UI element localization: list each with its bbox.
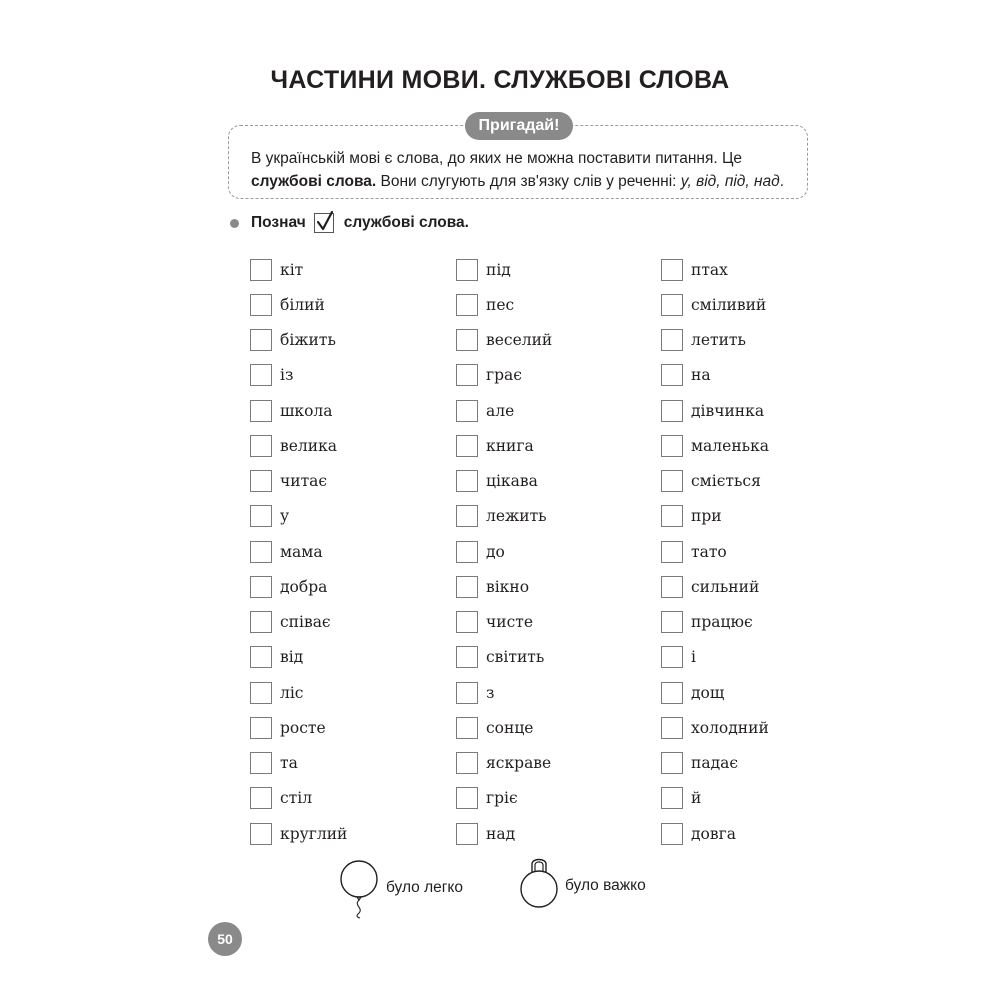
word-checkbox[interactable]	[661, 329, 683, 351]
word-label: довга	[691, 824, 736, 843]
word-checkbox[interactable]	[661, 576, 683, 598]
task-prefix: Познач	[251, 214, 306, 231]
word-checkbox[interactable]	[250, 717, 272, 739]
word-checkbox[interactable]	[456, 787, 478, 809]
word-checkbox[interactable]	[661, 470, 683, 492]
word-checkbox[interactable]	[250, 752, 272, 774]
feedback-easy-label: було легко	[386, 879, 463, 896]
word-item	[250, 393, 347, 428]
word-label: під	[486, 260, 511, 279]
word-item	[661, 781, 769, 816]
word-item	[456, 464, 552, 499]
word-checkbox[interactable]	[456, 646, 478, 668]
word-checkbox[interactable]	[250, 505, 272, 527]
word-checkbox[interactable]	[456, 400, 478, 422]
word-label: веселий	[486, 331, 553, 350]
word-checkbox[interactable]	[250, 611, 272, 633]
word-checkbox[interactable]	[456, 259, 478, 281]
word-label: читає	[280, 472, 328, 491]
word-item	[250, 499, 347, 534]
word-item	[456, 393, 552, 428]
word-label: кіт	[280, 260, 304, 279]
word-item	[661, 393, 769, 428]
word-item	[661, 816, 769, 851]
word-checkbox[interactable]	[250, 823, 272, 845]
word-checkbox[interactable]	[250, 400, 272, 422]
word-label: світить	[486, 648, 545, 667]
word-label: тато	[691, 542, 727, 561]
word-checkbox[interactable]	[250, 541, 272, 563]
word-label: до	[486, 542, 505, 561]
reminder-end: .	[779, 173, 785, 190]
word-item	[661, 569, 769, 604]
word-label: дівчинка	[691, 401, 765, 420]
word-checkbox[interactable]	[661, 611, 683, 633]
word-item	[456, 287, 552, 322]
word-checkbox[interactable]	[250, 259, 272, 281]
word-checkbox[interactable]	[456, 576, 478, 598]
word-label: росте	[280, 718, 326, 737]
word-checkbox[interactable]	[456, 541, 478, 563]
word-checkbox[interactable]	[250, 364, 272, 386]
word-label: дощ	[691, 683, 725, 702]
word-label: біжить	[280, 331, 336, 350]
word-item	[250, 287, 347, 322]
word-label: сильний	[691, 577, 760, 596]
word-checkbox[interactable]	[456, 505, 478, 527]
word-item	[456, 781, 552, 816]
word-item	[661, 640, 769, 675]
word-checkbox[interactable]	[661, 717, 683, 739]
word-column-1	[250, 252, 347, 851]
word-label: ліс	[280, 683, 304, 702]
word-checkbox[interactable]	[661, 505, 683, 527]
word-item	[250, 358, 347, 393]
word-item	[456, 569, 552, 604]
word-item	[250, 428, 347, 463]
word-checkbox[interactable]	[661, 364, 683, 386]
word-item	[456, 499, 552, 534]
word-item	[661, 710, 769, 745]
word-checkbox[interactable]	[661, 682, 683, 704]
word-label: але	[486, 401, 515, 420]
reminder-tag: Пригадай!	[465, 112, 573, 140]
word-item	[250, 710, 347, 745]
word-checkbox[interactable]	[250, 576, 272, 598]
word-checkbox[interactable]	[250, 646, 272, 668]
task-instruction	[230, 210, 469, 236]
word-item	[456, 605, 552, 640]
word-label: летить	[691, 331, 746, 350]
word-label: чисте	[486, 613, 534, 632]
word-checkbox[interactable]	[456, 682, 478, 704]
word-label: на	[691, 366, 711, 385]
word-item	[250, 746, 347, 781]
word-item	[456, 816, 552, 851]
word-label: із	[280, 366, 294, 385]
word-label: сонце	[486, 718, 534, 737]
word-item	[250, 464, 347, 499]
word-item	[456, 252, 552, 287]
word-checkbox[interactable]	[661, 400, 683, 422]
word-item	[661, 428, 769, 463]
word-label: грає	[486, 366, 522, 385]
word-label: добра	[280, 577, 328, 596]
word-label: вікно	[486, 577, 530, 596]
word-item	[250, 640, 347, 675]
word-label: книга	[486, 436, 534, 455]
word-label: над	[486, 824, 516, 843]
word-label: і	[691, 648, 696, 667]
word-label: при	[691, 507, 722, 526]
word-label: падає	[691, 754, 739, 773]
word-item	[456, 323, 552, 358]
word-checkbox[interactable]	[661, 752, 683, 774]
word-item	[661, 499, 769, 534]
reminder-bold-term: службові слова.	[251, 173, 377, 190]
word-label: й	[691, 789, 702, 808]
word-checkbox[interactable]	[250, 470, 272, 492]
task-suffix: службові слова.	[343, 214, 469, 231]
word-item	[250, 781, 347, 816]
word-checkbox[interactable]	[661, 435, 683, 457]
word-item	[250, 252, 347, 287]
word-checkbox[interactable]	[456, 329, 478, 351]
word-item	[456, 746, 552, 781]
reminder-line-1: В українській мові є слова, до яких не можна поставити питання. Це	[251, 150, 743, 167]
word-checkbox[interactable]	[250, 294, 272, 316]
word-item	[456, 534, 552, 569]
word-label: школа	[280, 401, 333, 420]
feedback-easy[interactable]	[338, 856, 463, 920]
word-item	[456, 675, 552, 710]
word-item	[456, 428, 552, 463]
word-checkbox[interactable]	[456, 294, 478, 316]
word-item	[661, 358, 769, 393]
word-item	[661, 464, 769, 499]
word-item	[661, 287, 769, 322]
word-label: співає	[280, 613, 331, 632]
word-checkbox[interactable]	[456, 364, 478, 386]
word-label: та	[280, 754, 298, 773]
word-label: білий	[280, 295, 325, 314]
reminder-text	[251, 147, 796, 193]
word-checkbox[interactable]	[250, 435, 272, 457]
word-label: пес	[486, 295, 515, 314]
word-checkbox[interactable]	[661, 541, 683, 563]
word-item	[661, 252, 769, 287]
word-label: круглий	[280, 824, 348, 843]
word-label: маленька	[691, 436, 770, 455]
word-item	[661, 534, 769, 569]
word-checkbox[interactable]	[456, 470, 478, 492]
word-column-3	[661, 252, 769, 851]
word-item	[456, 358, 552, 393]
word-checkbox[interactable]	[250, 329, 272, 351]
word-label: гріє	[486, 789, 518, 808]
word-label: з	[486, 683, 495, 702]
word-checkbox[interactable]	[456, 752, 478, 774]
reminder-examples: у, від, під, над	[680, 173, 780, 190]
word-column-2	[456, 252, 552, 851]
word-label: велика	[280, 436, 338, 455]
word-checkbox[interactable]	[456, 717, 478, 739]
word-checkbox[interactable]	[250, 787, 272, 809]
word-checkbox[interactable]	[250, 682, 272, 704]
word-item	[456, 640, 552, 675]
word-label: сміється	[691, 472, 761, 491]
word-label: цікава	[486, 472, 538, 491]
word-item	[661, 323, 769, 358]
word-checkbox[interactable]	[661, 259, 683, 281]
word-label: лежить	[486, 507, 547, 526]
word-item	[250, 569, 347, 604]
weight-icon	[517, 856, 561, 916]
word-label: холодний	[691, 718, 769, 737]
word-label: птах	[691, 260, 728, 279]
feedback-hard-label: було важко	[565, 877, 646, 894]
word-item	[250, 605, 347, 640]
word-label: мама	[280, 542, 323, 561]
word-checkbox[interactable]	[456, 611, 478, 633]
word-checkbox[interactable]	[661, 294, 683, 316]
word-item	[250, 323, 347, 358]
word-checkbox[interactable]	[661, 646, 683, 668]
word-item	[456, 710, 552, 745]
word-item	[250, 816, 347, 851]
balloon-icon	[338, 856, 382, 920]
word-item	[661, 746, 769, 781]
word-item	[250, 675, 347, 710]
word-item	[661, 605, 769, 640]
word-label: стіл	[280, 789, 313, 808]
checkmark-sample-icon	[314, 213, 334, 233]
word-checkbox[interactable]	[456, 823, 478, 845]
word-label: у	[280, 507, 290, 526]
page-number: 50	[208, 922, 242, 956]
word-item	[661, 675, 769, 710]
feedback-hard[interactable]	[517, 856, 646, 916]
word-label: яскраве	[486, 754, 552, 773]
reminder-line-2: Вони слугують для зв'язку слів у реченні:	[376, 173, 681, 190]
word-label: сміливий	[691, 295, 767, 314]
word-label: працює	[691, 613, 753, 632]
word-label: від	[280, 648, 304, 667]
word-checkbox[interactable]	[661, 787, 683, 809]
page-title: ЧАСТИНИ МОВИ. СЛУЖБОВІ СЛОВА	[270, 66, 730, 94]
word-checkbox[interactable]	[661, 823, 683, 845]
word-checkbox[interactable]	[456, 435, 478, 457]
word-item	[250, 534, 347, 569]
bullet-icon	[230, 219, 239, 228]
